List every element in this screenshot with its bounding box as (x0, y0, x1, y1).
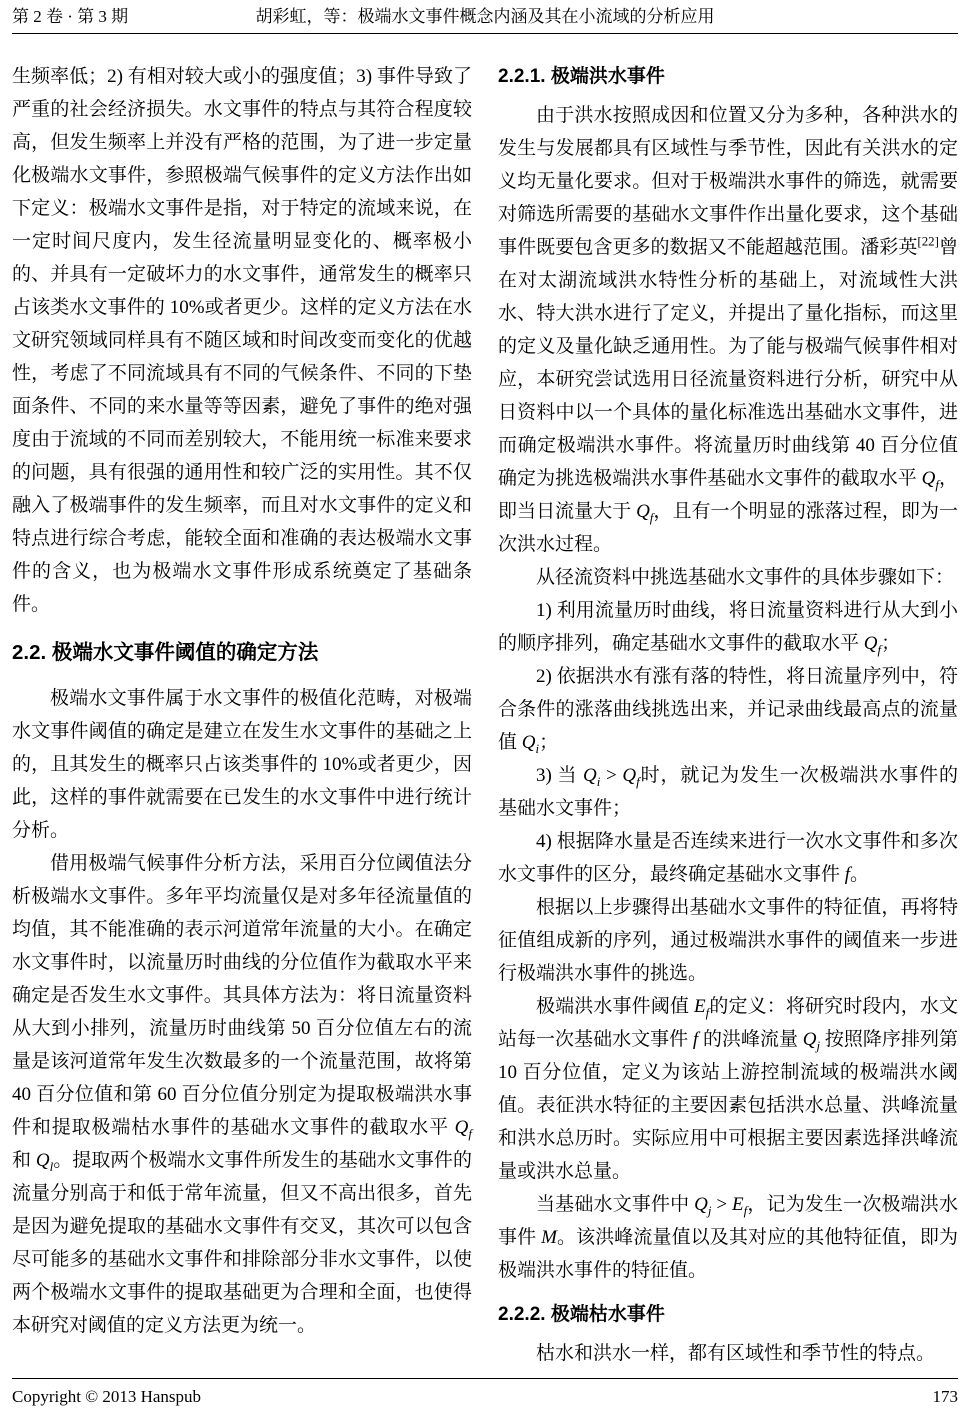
section-heading: 2.2. 极端水文事件阈值的确定方法 (12, 641, 319, 664)
page-footer (12, 1378, 958, 1408)
paragraph: 从径流资料中挑选基础水文事件的具体步骤如下： (536, 567, 955, 588)
paragraph: 枯水和洪水一样，都有区域性和季节性的特点。 (536, 1343, 936, 1364)
page-number: 173 (932, 1387, 958, 1406)
footer-divider (12, 1378, 958, 1379)
paragraph: 借用极端气候事件分析方法，采用百分位阈值法分析极端水文事件。多年平均流量仅是对多年径流量值的均值，其不能准确的表示河道常年流量的大小。在确定水文事件时，以流量历时曲线的分位值作为截取水平来确定是否发生水文事件。其具体方法为：将日流量资料从大到小排列，流量历时曲线第 50 百分位值左右的流量是该河道常年发生次数最多的一个流量范围，故将第 40 百分位值和第 60 百分位值分别定为提取极端洪水事件和提取极端枯水事件的基础水文事件的截取水平 $Q_f$ 和 $Q_l$。提取两个极端水文事件所发生的基础水文事件的流量分别高于和低于常年流量，但又不高出很多，首先是因为避免提取的基础水文事件有交叉，其次可以包含尽可能多的基础水文事件和排除部分非水文事件，以使两个极端水文事件的提取基础更为合理和全面，也使得本研究对阈值的定义方法更为统一。 (12, 853, 472, 1336)
journal-issue-label: 第 2 卷 · 第 3 期 (12, 7, 129, 26)
paragraph: 极端水文事件属于水文事件的极值化范畴，对极端水文事件阈值的确定是建立在发生水文事件的基础之上的，且其发生的概率只占该类事件的 10%或者更少，因此，这样的事件就需要在已发生的水文事件中进行统计分析。 (12, 688, 472, 841)
paragraph: 2) 依据洪水有涨有落的特性，将日流量序列中，符合条件的涨落曲线挑选出来，并记录曲线最高点的流量值 $Q_i$； (498, 666, 958, 756)
subsection-heading: 2.2.1. 极端洪水事件 (498, 66, 665, 87)
subsection-heading: 2.2.2. 极端枯水事件 (498, 1304, 665, 1325)
paragraph: 1) 利用流量历时曲线，将日流量资料进行从大到小的顺序排列，确定基础水文事件的截取水平 $Q_f$； (498, 600, 958, 657)
paragraph: 4) 根据降水量是否连续来进行一次水文事件和多次水文事件的区分，最终确定基础水文事件 f。 (498, 831, 958, 885)
right-column (498, 60, 958, 1370)
running-title: 胡彩虹，等：极端水文事件概念内涵及其在小流域的分析应用 (255, 7, 715, 26)
paragraph: 根据以上步骤得出基础水文事件的特征值，再将特征值组成新的序列，通过极端洪水事件的阈值来一步进行极端洪水事件的挑选。 (498, 897, 958, 984)
paragraph: 极端洪水事件阈值 $E_f$的定义：将研究时段内，水文站每一次基础水文事件 f 的洪峰流量 $Q_j$ 按照降序排列第 10 百分位值，定义为该站上游控制流域的极端洪水阈值。表征洪水特征的主要因素包括洪水总量、洪峰流量和洪水总历时。实际应用中可根据主要因素选择洪峰流量或洪水总量。 (498, 996, 958, 1182)
paragraph: 生频率低；2) 有相对较大或小的强度值；3) 事件导致了严重的社会经济损失。水文事件的特点与其符合程度较高，但发生频率上并没有严格的范围，为了进一步定量化极端水文事件，参照极端气候事件的定义方法作出如下定义：极端水文事件是指，对于特定的流域来说，在一定时间尺度内，发生径流量明显变化的、概率极小的、并具有一定破坏力的水文事件，通常发生的概率只占该类水文事件的 10%或者更少。这样的定义方法在水文研究领域同样具有不随区域和时间改变而变化的优越性，考虑了不同流域具有不同的气候条件、不同的下垫面条件、不同的来水量等等因素，避免了事件的绝对强度由于流域的不同而差别较大，不能用统一标准来要求的问题，具有很强的通用性和较广泛的实用性。其不仅融入了极端事件的发生频率，而且对水文事件的定义和特点进行综合考虑，能较全面和准确的表达极端水文事件的含义，也为极端水文事件形成系统奠定了基础条件。 (12, 66, 472, 615)
paragraph: 当基础水文事件中 $Q_j > E_f$，记为发生一次极端洪水事件 M。该洪峰流量值以及其对应的其他特征值，即为极端洪水事件的特征值。 (498, 1194, 958, 1281)
paragraph: 3) 当 $Q_i > Q_f$时，就记为发生一次极端洪水事件的基础水文事件； (498, 765, 958, 819)
header-divider (12, 33, 958, 34)
left-column (12, 60, 472, 1370)
paragraph: 由于洪水按照成因和位置又分为多种，各种洪水的发生与发展都具有区域性与季节性，因此有关洪水的定义均无量化要求。但对于极端洪水事件的筛选，就需要对筛选所需要的基础水文事件作出量化要求，这个基础事件既要包含更多的数据又不能超越范围。潘彩英[22]曾在对太湖流域洪水特性分析的基础上，对流域性大洪水、特大洪水进行了定义，并提出了量化指标，而这里的定义及量化缺乏通用性。为了能与极端气候事件相对应，本研究尝试选用日径流量资料进行分析，研究中从日资料中以一个具体的量化标准选出基础水文事件，进而确定极端洪水事件。将流量历时曲线第 40 百分位值确定为挑选极端洪水事件基础水文事件的截取水平 $Q_f$，即当日流量大于 $Q_f$，且有一个明显的涨落过程，即为一次洪水过程。 (498, 105, 958, 555)
footer-row (12, 1386, 958, 1408)
two-column-body (12, 60, 958, 1370)
copyright-text: Copyright © 2013 Hanspub (12, 1387, 202, 1406)
page-header (12, 6, 958, 30)
